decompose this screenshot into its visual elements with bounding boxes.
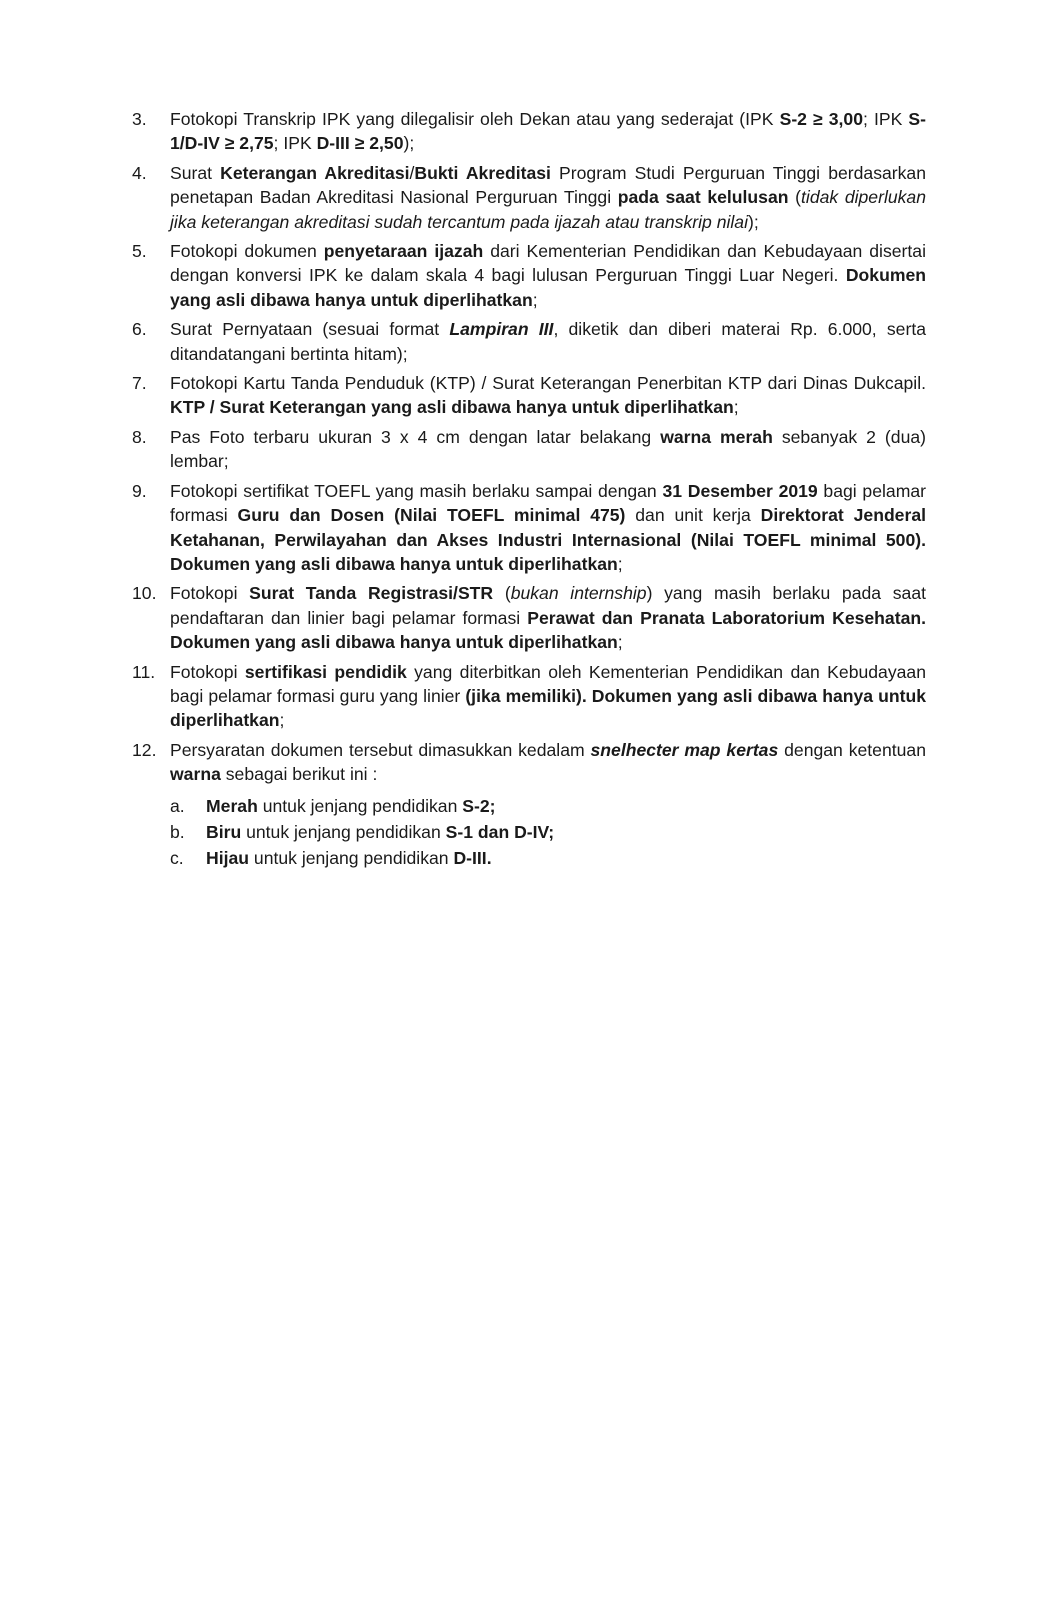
list-item-number: 9. xyxy=(132,480,147,501)
list-item-number: 11. xyxy=(132,661,156,682)
list-item-text xyxy=(170,427,926,471)
list-item xyxy=(132,317,926,366)
list-item xyxy=(132,161,926,234)
bold-text: Biru xyxy=(206,821,242,842)
list-item-text xyxy=(170,319,926,363)
body-text: ; xyxy=(279,710,285,731)
list-item xyxy=(132,425,926,474)
bold-text: S-1 dan D-IV; xyxy=(445,821,555,842)
body-text: ; xyxy=(532,289,538,310)
body-text: ; IPK xyxy=(863,109,909,129)
bold-text: Direktorat Jenderal Ketahanan, Perwilayahan dan Akses Industri Internasional (Nilai TOEFL minimal 500). Dokumen yang asli dibawa hanya untuk diperlihatkan xyxy=(170,505,926,574)
bold-text: Bukti Akreditasi xyxy=(414,162,551,183)
body-text: ; xyxy=(617,632,623,653)
list-item-text xyxy=(170,109,926,153)
sublist-item-text xyxy=(206,796,496,816)
list-item xyxy=(132,479,926,577)
body-text: ); xyxy=(748,211,759,232)
bold-text: S-2 ≥ 3,00 xyxy=(779,109,863,129)
bold-text: warna merah xyxy=(660,426,773,447)
bold-text: Keterangan Akreditasi xyxy=(220,162,410,183)
bold-text: Perawat dan Pranata Laboratorium Kesehatan. Dokumen yang asli dibawa hanya untuk diperlihatkan xyxy=(170,607,926,653)
list-item-text xyxy=(170,740,926,784)
body-text: dengan ketentuan xyxy=(778,739,926,760)
bold-text: warna xyxy=(170,764,221,785)
list-item-text xyxy=(170,583,926,652)
bold-text: 31 Desember 2019 xyxy=(662,480,818,501)
body-text: Fotokopi Kartu Tanda Penduduk (KTP) / Surat Keterangan Penerbitan KTP dari Dinas Dukcapil. xyxy=(170,373,926,394)
color-sublist xyxy=(170,793,926,871)
emphasis-text: Lampiran III xyxy=(449,319,554,340)
list-item-text xyxy=(170,163,926,232)
sublist-item xyxy=(170,845,926,871)
list-item-number: 4. xyxy=(132,162,147,183)
body-text: Pas Foto terbaru ukuran 3 x 4 cm dengan latar belakang xyxy=(170,426,661,447)
bold-text: Hijau xyxy=(206,847,250,868)
body-text: Fotokopi Transkrip IPK yang dilegalisir oleh Dekan atau yang sederajat (IPK xyxy=(170,109,780,129)
requirements-list xyxy=(132,107,926,876)
bold-text: KTP / Surat Keterangan yang asli dibawa hanya untuk diperlihatkan xyxy=(170,397,734,418)
body-text: ); xyxy=(403,133,415,154)
sublist-item xyxy=(170,819,926,845)
bold-text: Merah xyxy=(206,795,258,816)
body-text: untuk jenjang pendidikan xyxy=(241,821,446,842)
bold-text: penyetaraan ijazah xyxy=(323,241,484,262)
body-text: bagi pelamar formasi xyxy=(170,480,926,526)
list-item-number: 8. xyxy=(132,426,147,447)
list-item xyxy=(132,660,926,733)
italic-text: bukan internship xyxy=(510,583,647,604)
list-item-number: 5. xyxy=(132,241,147,262)
body-text: ; xyxy=(733,397,739,418)
body-text: ; IPK xyxy=(273,133,317,154)
bold-text: pada saat kelulusan xyxy=(617,187,789,208)
body-text: untuk jenjang pendidikan xyxy=(249,847,454,868)
bold-text: sertifikasi pendidik xyxy=(244,661,407,682)
body-text: ( xyxy=(493,583,511,604)
sublist-item-text xyxy=(206,848,492,868)
body-text: untuk jenjang pendidikan xyxy=(257,795,463,816)
bold-text: Surat Tanda Registrasi/STR xyxy=(249,583,494,604)
body-text: Fotokopi xyxy=(170,661,245,682)
body-text: sebanyak 2 (dua) lembar; xyxy=(170,426,927,472)
body-text: dan unit kerja xyxy=(625,505,761,526)
list-item-number: 6. xyxy=(132,319,147,340)
bold-text: (jika memiliki). Dokumen yang asli dibawa hanya untuk diperlihatkan xyxy=(170,685,926,731)
sublist-item-letter: b. xyxy=(170,821,185,842)
list-item xyxy=(132,738,926,871)
list-item xyxy=(132,239,926,312)
list-item-text xyxy=(170,373,926,417)
list-item xyxy=(132,581,926,654)
italic-text: tidak diperlukan jika keterangan akreditasi sudah tercantum pada ijazah atau transkrip nilai xyxy=(170,187,927,232)
body-text: Program Studi Perguruan Tinggi berdasarkan penetapan Badan Akreditasi Nasional Perguruan Tinggi xyxy=(170,162,926,208)
list-item-text xyxy=(170,662,926,731)
bold-text: Dokumen yang asli dibawa hanya untuk diperlihatkan xyxy=(170,265,926,310)
body-text: Persyaratan dokumen tersebut dimasukkan kedalam xyxy=(170,739,591,760)
sublist-item-letter: a. xyxy=(170,795,185,816)
bold-text: D-III. xyxy=(453,847,492,868)
body-text: Surat Pernyataan (sesuai format xyxy=(170,319,450,340)
body-text: Fotokopi sertifikat TOEFL yang masih berlaku sampai dengan xyxy=(170,480,663,501)
body-text: ( xyxy=(788,187,802,208)
body-text: sebagai berikut ini : xyxy=(220,764,378,785)
sublist-item xyxy=(170,793,926,819)
bold-italic-text xyxy=(449,319,553,339)
body-text: dari Kementerian Pendidikan dan Kebudayaan disertai dengan konversi IPK ke dalam skala 4 bagi lulusan Perguruan Tinggi Luar Negeri. xyxy=(170,241,926,286)
body-text: ; xyxy=(617,553,623,574)
body-text: yang diterbitkan oleh Kementerian Pendidikan dan Kebudayaan bagi pelamar formasi guru yang linier xyxy=(170,661,926,706)
emphasis-text: snelhecter map kertas xyxy=(590,739,779,760)
body-text: Fotokopi dokumen xyxy=(170,241,324,262)
list-item-text xyxy=(170,481,926,574)
sublist-item-letter: c. xyxy=(170,847,184,868)
list-item-number: 10. xyxy=(132,583,157,604)
sublist-item-text xyxy=(206,822,554,842)
bold-text: S-1/D-IV ≥ 2,75 xyxy=(170,109,926,154)
list-item-text xyxy=(170,241,926,310)
list-item xyxy=(132,371,926,420)
body-text: ) yang masih berlaku pada saat pendaftaran dan linier bagi pelamar formasi xyxy=(170,583,927,628)
body-text: Surat xyxy=(170,162,221,183)
body-text: , diketik dan diberi materai Rp. 6.000, serta ditandatangani bertinta hitam); xyxy=(170,319,926,364)
body-text: / xyxy=(409,162,415,183)
list-item-number: 3. xyxy=(132,109,147,129)
bold-italic-text xyxy=(591,740,779,760)
list-item-number: 7. xyxy=(132,373,147,394)
bold-text: D-III ≥ 2,50 xyxy=(316,133,404,154)
list-item-number: 12. xyxy=(132,739,157,760)
list-item xyxy=(132,107,926,156)
body-text: Fotokopi xyxy=(170,583,250,604)
bold-text: Guru dan Dosen (Nilai TOEFL minimal 475) xyxy=(237,505,626,526)
bold-text: S-2; xyxy=(462,795,496,816)
